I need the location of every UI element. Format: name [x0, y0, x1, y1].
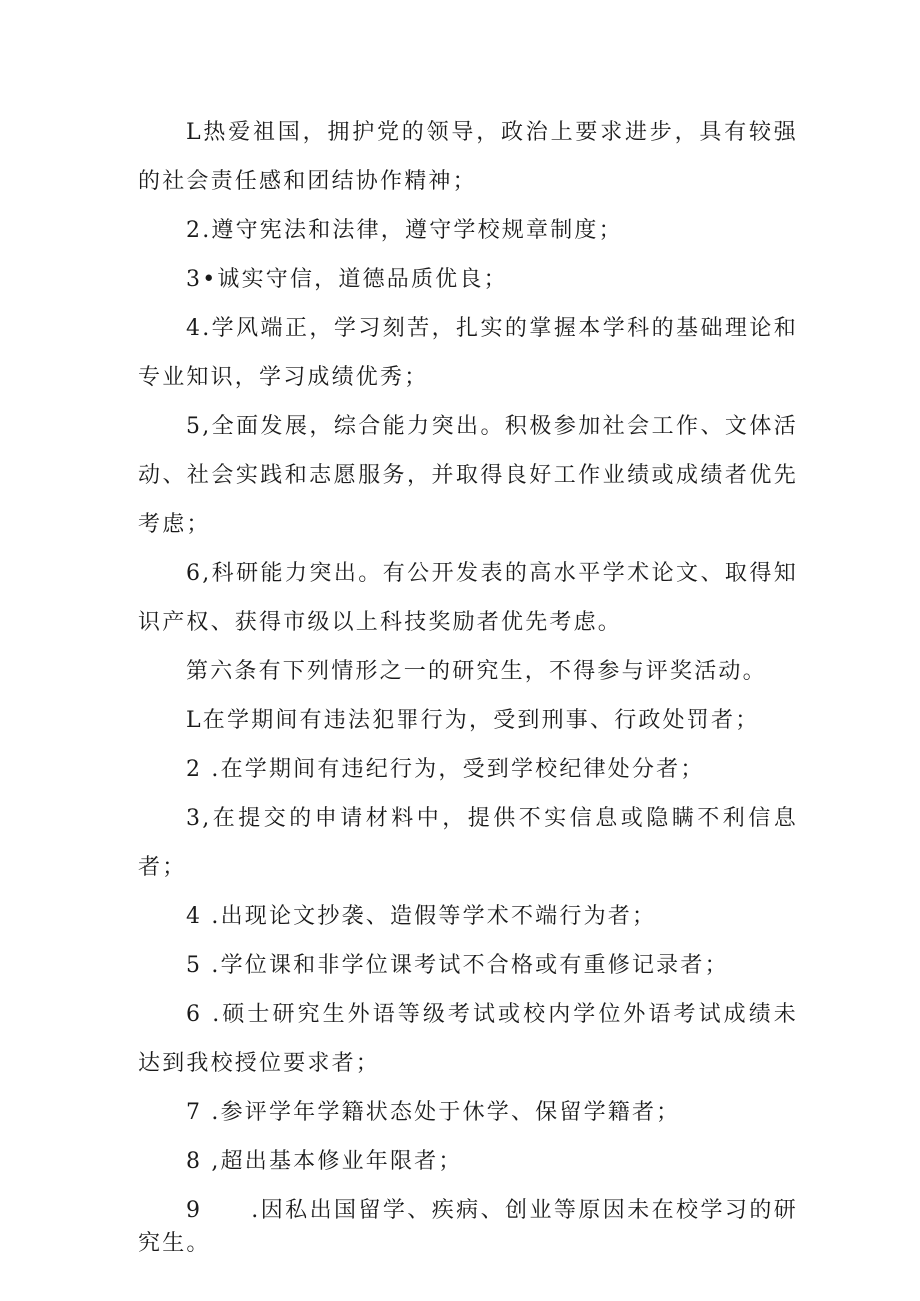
paragraph-exclusion-6: 6 .硕士研究生外语等级考试或校内学位外语考试成绩未达到我校授位要求者；	[138, 1002, 798, 1076]
paragraph-criterion-4: 4.学风端正，学习刻苦，扎实的掌握本学科的基础理论和专业知识，学习成绩优秀；	[138, 316, 798, 390]
paragraph-criterion-2: 2.遵守宪法和法律，遵守学校规章制度；	[186, 218, 623, 243]
paragraph-criterion-3: 3•诚实守信，道德品质优良；	[186, 267, 508, 292]
paragraph-exclusion-3: 3,在提交的申请材料中，提供不实信息或隐瞒不利信息者；	[138, 806, 798, 880]
paragraph-criterion-1: L热爱祖国，拥护党的领导，政治上要求进步，具有较强的社会责任感和团结协作精神；	[138, 120, 798, 194]
paragraph-exclusion-2: 2 .在学期间有违纪行为，受到学校纪律处分者；	[186, 757, 705, 782]
paragraph-exclusion-5: 5 .学位课和非学位课考试不合格或有重修记录者；	[186, 953, 729, 978]
paragraph-exclusion-7: 7 .参评学年学籍状态处于休学、保留学籍者；	[186, 1100, 681, 1125]
paragraph-article-6-heading: 第六条有下列情形之一的研究生，不得参与评奖活动。	[186, 659, 767, 684]
paragraph-exclusion-8: 8 ,超出基本修业年限者；	[186, 1149, 463, 1174]
paragraph-exclusion-1: L在学期间有违法犯罪行为，受到刑事、行政处罚者；	[186, 708, 760, 733]
paragraph-exclusion-9: 9 .因私出国留学、疾病、创业等原因未在校学习的研究生。	[138, 1198, 798, 1256]
paragraph-criterion-5: 5,全面发展，综合能力突出。积极参加社会工作、文体活动、社会实践和志愿服务，并取得良好工作业绩或成绩者优先考虑；	[138, 414, 798, 537]
paragraph-criterion-6: 6,科研能力突出。有公开发表的高水平学术论文、取得知识产权、获得市级以上科技奖励者优先考虑。	[138, 561, 798, 635]
document-body	[138, 108, 798, 1260]
paragraph-exclusion-4: 4 .出现论文抄袭、造假等学术不端行为者；	[186, 904, 657, 929]
